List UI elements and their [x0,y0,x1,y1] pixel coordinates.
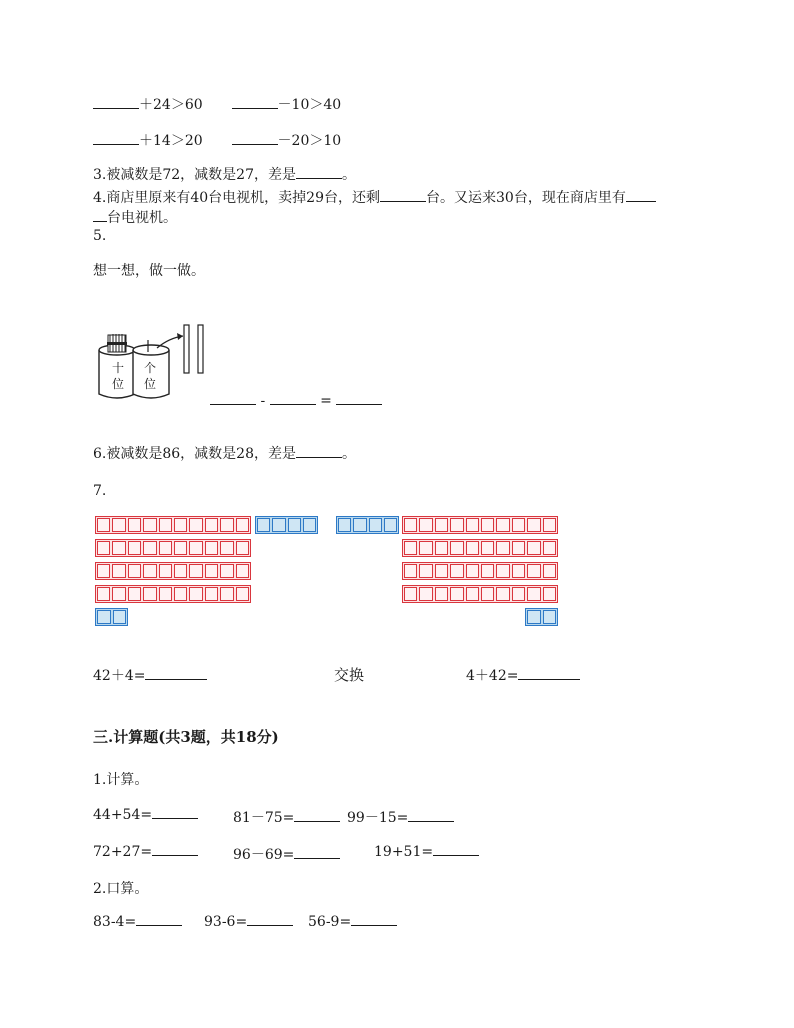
stick-icon [198,325,203,373]
ones-label-1: 个 [144,361,157,375]
q2-expr-2b: －20＞10 [277,133,342,149]
ones-block-2 [525,608,558,626]
q2-row1 [93,94,341,114]
ten-block [402,516,558,534]
oral-expr: 83-4= [93,914,137,930]
ten-block [402,539,558,557]
ten-block [95,516,251,534]
answer-blank[interactable] [351,924,397,926]
answer-blank[interactable] [152,854,198,856]
answer-blank[interactable] [518,678,580,680]
calc-row-1b [233,807,340,827]
equals-sign: = [320,393,332,409]
question-6 [93,443,356,463]
question-5-number: 5. [93,228,107,244]
ones-block-4 [255,516,318,534]
question-5-prompt: 想一想，做一做。 [93,263,205,279]
stick-icon [184,325,189,373]
question-4-line2 [93,207,177,227]
answer-blank[interactable] [232,107,278,109]
question-6-suffix: 。 [342,446,356,462]
answer-blank[interactable] [247,924,293,926]
answer-blank[interactable] [296,177,342,179]
answer-blank[interactable] [93,107,139,109]
calc-expr: 19+51= [374,844,434,860]
question-4-text-2: 台。又运来30台，现在商店里有 [426,190,626,206]
question-7-number: 7. [93,483,107,499]
answer-blank[interactable] [93,143,139,145]
answer-blank[interactable] [210,403,256,405]
q2-expr-2a: ＋14＞20 [139,133,203,149]
minus-sign: - [260,393,266,409]
oral-row-1b [204,914,293,930]
ten-block [402,585,558,603]
answer-blank[interactable] [136,924,182,926]
answer-blank[interactable] [626,200,656,202]
tens-label-2: 位 [112,377,125,391]
answer-blank[interactable] [408,820,454,822]
question-4-line1 [93,187,656,207]
ones-block-4 [336,516,399,534]
calc-row-2b [233,844,340,864]
q7-right-expression [466,665,580,685]
q7-left-expr-text: 42＋4= [93,668,146,684]
ten-block [402,562,558,580]
answer-blank[interactable] [336,403,382,405]
answer-blank[interactable] [380,200,426,202]
answer-blank[interactable] [433,854,479,856]
q7-right-expr-text: 4＋42= [466,668,519,684]
calc-expr: 72+27= [93,844,153,860]
oral-expr: 93-6= [204,914,248,930]
calc-expr: 81－75= [233,810,295,826]
section-3-title: 三.计算题(共3题，共18分) [93,728,279,746]
oral-row-1c [308,914,397,930]
answer-blank[interactable] [93,220,107,222]
ten-block [95,585,251,603]
calc-expr: 44+54= [93,807,153,823]
calc-row-1 [93,807,198,823]
tens-label-1: 十 [112,361,125,375]
question-3 [93,164,356,184]
q7-left-expression [93,665,207,685]
q2-row2 [93,130,341,150]
answer-blank[interactable] [152,817,198,819]
question-6-text: 6.被减数是86，减数是28，差是 [93,446,296,462]
section-3-q1-title: 1.计算。 [93,772,149,788]
answer-blank[interactable] [232,143,278,145]
calc-row-2 [93,844,198,860]
swap-label: 交换 [334,666,365,684]
question-4-text-3: 台电视机。 [107,210,177,226]
ten-block [95,539,251,557]
answer-blank[interactable] [294,820,340,822]
question-3-suffix: 。 [342,167,356,183]
oral-expr: 56-9= [308,914,352,930]
ones-label-2: 位 [144,377,157,391]
section-3-q2-title: 2.口算。 [93,881,149,897]
answer-blank[interactable] [270,403,316,405]
calc-row-2c [374,844,479,860]
ones-block-2 [95,608,128,626]
calc-expr: 96－69= [233,847,295,863]
answer-blank[interactable] [296,456,342,458]
answer-blank[interactable] [294,857,340,859]
oral-row-1 [93,914,182,930]
question-3-text: 3.被减数是72，减数是27，差是 [93,167,296,183]
answer-blank[interactable] [145,678,207,680]
ten-block [95,562,251,580]
question-4-text: 4.商店里原来有40台电视机，卖掉29台，还剩 [93,190,380,206]
calc-row-1c [347,807,454,827]
calc-expr: 99－15= [347,810,409,826]
q5-equation [210,393,382,409]
q2-expr-1b: －10＞40 [277,97,342,113]
q2-expr-1a: ＋24＞60 [139,97,203,113]
